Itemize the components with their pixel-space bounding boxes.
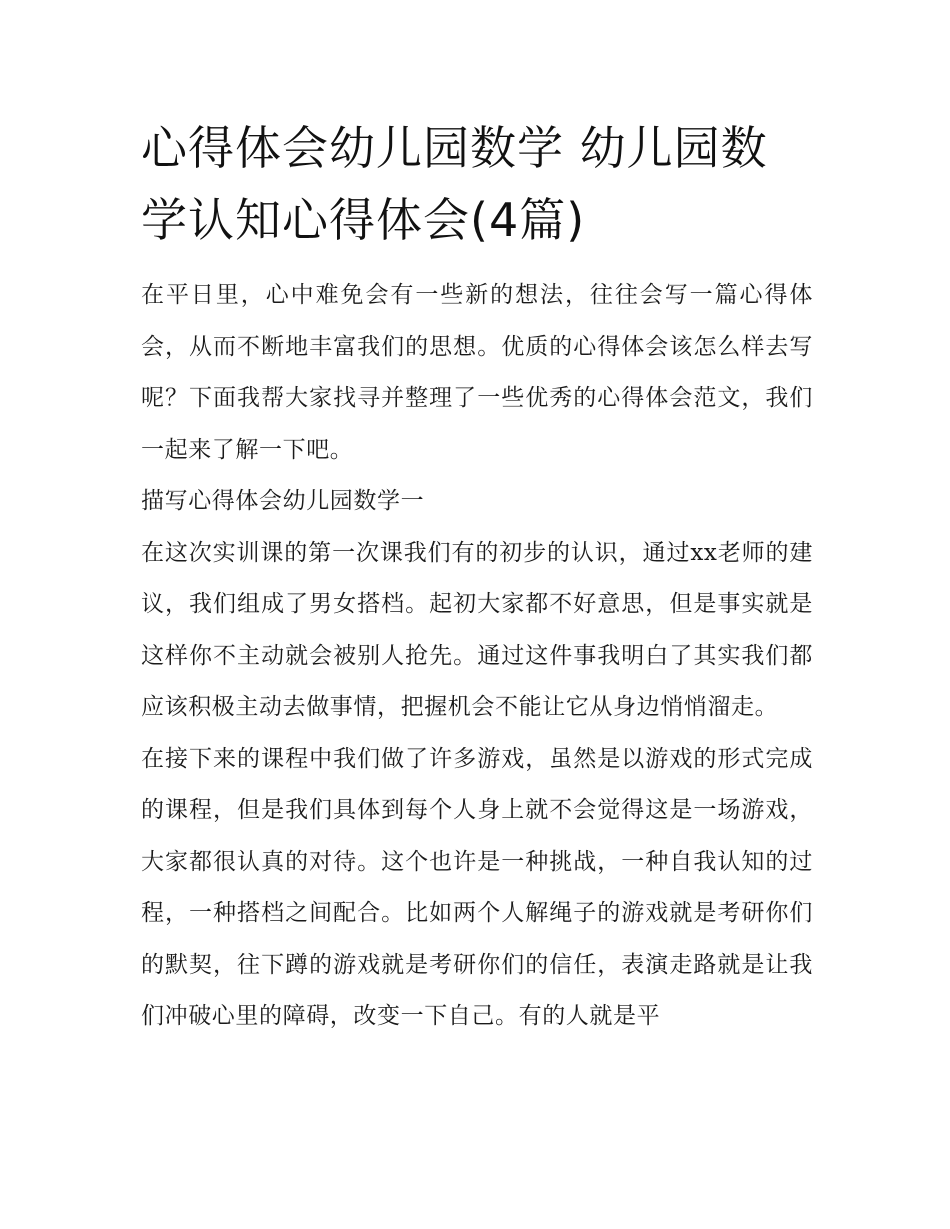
intro-paragraph: 在平日里，心中难免会有一些新的想法，往往会写一篇心得体会，从而不断地丰富我们的思想。优质的心得体会该怎么样去写呢？下面我帮大家找寻并整理了一些优秀的心得体会范文，我们一起来了解一下吧。 (141, 282, 813, 463)
section-heading: 描写心得体会幼儿园数学一 (141, 488, 425, 514)
document-title: 心得体会幼儿园数学 幼儿园数学认知心得体会(4篇) (141, 121, 768, 247)
body-paragraph-1: 在这次实训课的第一次课我们有的初步的认识，通过xx老师的建议，我们组成了男女搭档。起初大家都不好意思，但是事实就是这样你不主动就会被别人抢先。通过这件事我明白了其实我们都应该积极主动去做事情，把握机会不能让它从身边悄悄溜走。 (141, 539, 813, 720)
document-body (141, 112, 813, 1043)
body-paragraph-2: 在接下来的课程中我们做了许多游戏，虽然是以游戏的形式完成的课程，但是我们具体到每个人身上就不会觉得这是一场游戏，大家都很认真的对待。这个也许是一种挑战，一种自我认知的过程，一种搭档之间配合。比如两个人解绳子的游戏就是考研你们的默契，往下蹲的游戏就是考研你们的信任，表演走路就是让我们冲破心里的障碍，改变一下自己。有的人就是平 (141, 745, 813, 1029)
